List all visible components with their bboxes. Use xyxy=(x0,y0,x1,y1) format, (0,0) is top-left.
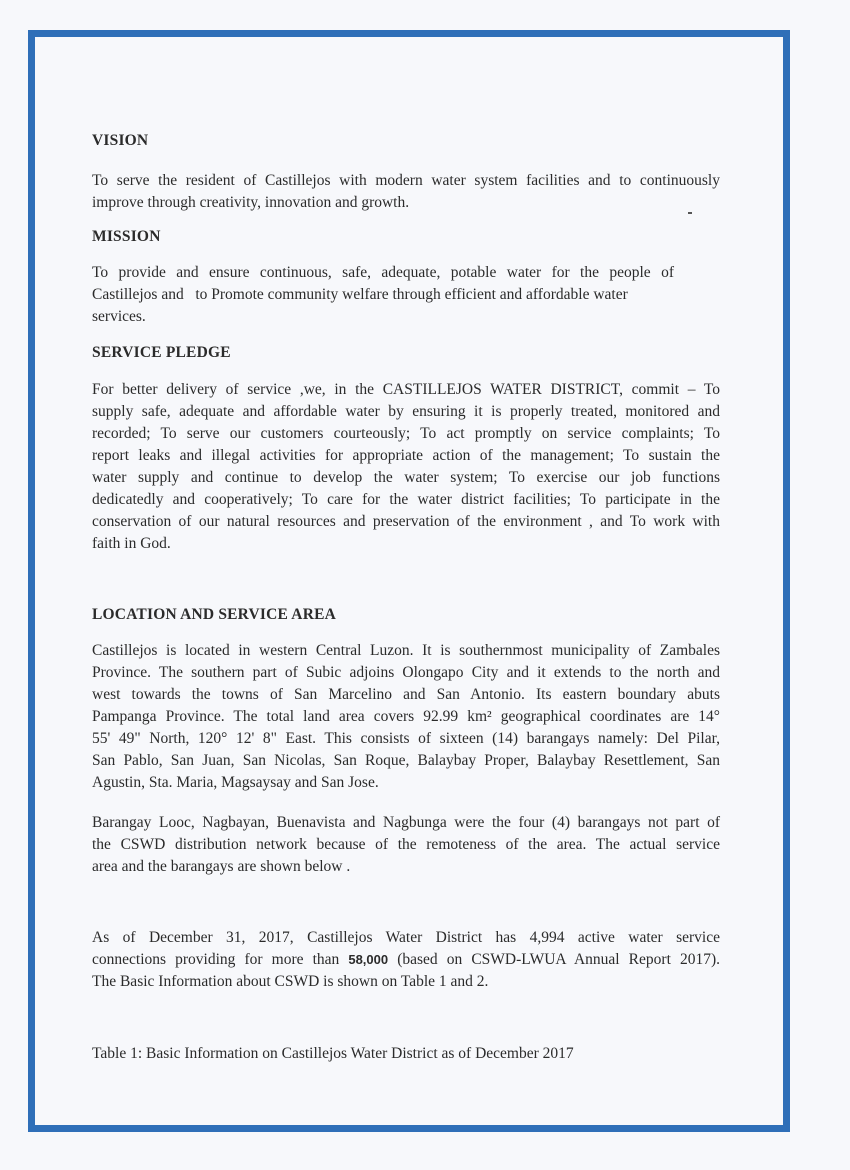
mission-line: Castillejos and to Promote community welfare through efficient and affordable water xyxy=(92,286,628,303)
vision-text xyxy=(92,170,720,214)
location-line: 55' 49" North, 120° 12' 8" East. This consists of sixteen (14) barangays namely: Del Pilar, xyxy=(92,730,720,747)
pledge-line: faith in God. xyxy=(92,535,171,552)
mission-heading: MISSION xyxy=(92,228,161,245)
connections-text xyxy=(92,927,720,993)
location-heading: LOCATION AND SERVICE AREA xyxy=(92,606,337,623)
mission-text xyxy=(92,262,674,328)
pledge-line: report leaks and illegal activities for appropriate action of the management; To sustain the xyxy=(92,447,720,464)
table-caption-text: Table 1: Basic Information on Castillejos Water District as of December 2017 xyxy=(92,1045,574,1062)
pledge-line: water supply and continue to develop the water system; To exercise our job functions xyxy=(92,469,720,486)
service-pledge-text xyxy=(92,379,720,555)
location-line: west towards the towns of San Marcelino and San Antonio. Its eastern boundary abuts xyxy=(92,686,720,703)
connections-line2-end: (based on CSWD-LWUA Annual Report 2017). xyxy=(388,951,720,968)
location-line: San Pablo, San Juan, San Nicolas, San Roque, Balaybay Proper, Balaybay Resettlement, San xyxy=(92,752,720,769)
location-text xyxy=(92,640,720,794)
population-served-value: 58,000 xyxy=(348,952,389,967)
location-line: Pampanga Province. The total land area covers 92.99 km² geographical coordinates are 14° xyxy=(92,708,720,725)
scan-speck xyxy=(688,212,692,214)
non-service-barangays-text xyxy=(92,812,720,878)
vision-line: To serve the resident of Castillejos with modern water system facilities and to continuously xyxy=(92,172,720,189)
pledge-line: recorded; To serve our customers courteously; To act promptly on service complaints; To xyxy=(92,425,720,442)
mission-line: services. xyxy=(92,308,146,325)
connections-line xyxy=(92,949,720,971)
barangay-line: area and the barangays are shown below . xyxy=(92,858,351,875)
table-caption xyxy=(92,1043,720,1065)
pledge-line: supply safe, adequate and affordable water by ensuring it is properly treated, monitored and xyxy=(92,403,720,420)
location-line: Agustin, Sta. Maria, Magsaysay and San Jose. xyxy=(92,774,379,791)
barangay-line: the CSWD distribution network because of the remoteness of the area. The actual service xyxy=(92,836,720,853)
pledge-line: For better delivery of service ,we, in the CASTILLEJOS WATER DISTRICT, commit – To xyxy=(92,381,720,398)
location-line: Castillejos is located in western Central Luzon. It is southernmost municipality of Zambales xyxy=(92,642,720,659)
mission-line: To provide and ensure continuous, safe, adequate, potable water for the people of xyxy=(92,264,674,281)
pledge-line: dedicatedly and cooperatively; To care for the water district facilities; To participate in the xyxy=(92,491,720,508)
service-pledge-heading: SERVICE PLEDGE xyxy=(92,344,231,361)
connections-line2-start: connections providing for more than xyxy=(92,951,349,968)
pledge-line: conservation of our natural resources and preservation of the environment , and To work with xyxy=(92,513,720,530)
vision-heading: VISION xyxy=(92,132,149,149)
connections-line: As of December 31, 2017, Castillejos Water District has 4,994 active water service xyxy=(92,929,720,946)
connections-line: The Basic Information about CSWD is shown on Table 1 and 2. xyxy=(92,973,489,990)
vision-line: improve through creativity, innovation and growth. xyxy=(92,194,410,211)
barangay-line: Barangay Looc, Nagbayan, Buenavista and Nagbunga were the four (4) barangays not part of xyxy=(92,814,720,831)
location-line: Province. The southern part of Subic adjoins Olongapo City and it extends to the north and xyxy=(92,664,720,681)
